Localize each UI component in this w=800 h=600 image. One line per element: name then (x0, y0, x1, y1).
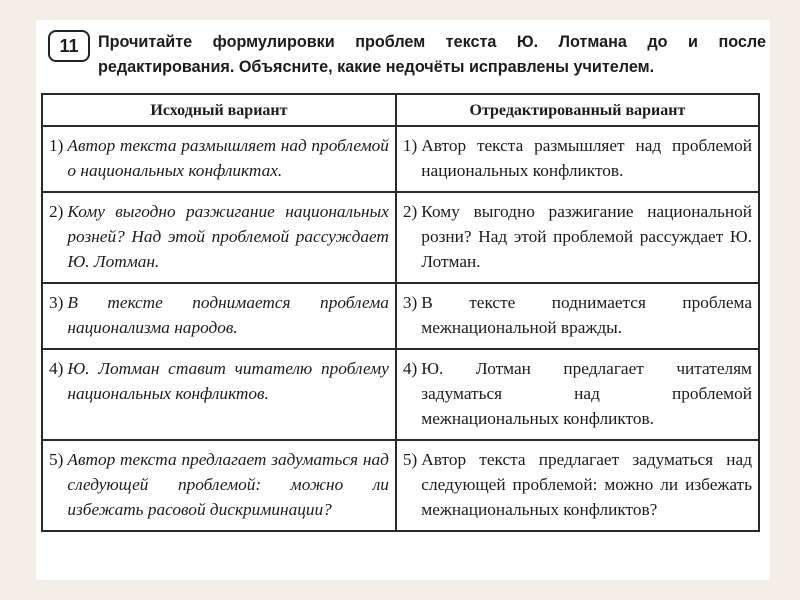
item-number: 4) (402, 359, 418, 378)
table-row (42, 349, 759, 440)
table-row (42, 283, 759, 349)
table-row (42, 192, 759, 283)
original-cell (42, 440, 396, 531)
original-text: Кому выгодно разжигание национальных розней? Над этой проблемой рассуждает Ю. Лотман. (67, 202, 389, 271)
table-header-row (42, 94, 759, 126)
edited-cell (396, 440, 759, 531)
edited-cell (396, 126, 759, 192)
original-text: Ю. Лотман ставит читателю проблему национальных конфликтов. (67, 359, 389, 403)
original-cell (42, 192, 396, 283)
header-original: Исходный вариант (42, 94, 396, 126)
table-row (42, 126, 759, 192)
original-text: Автор текста предлагает задуматься над следующей проблемой: можно ли избежать расовой дискриминации? (67, 450, 389, 519)
item-number: 3) (402, 293, 418, 312)
edited-text: Кому выгодно разжигание национальной розни? Над этой проблемой рассуждает Ю. Лотман. (421, 202, 752, 271)
edited-cell (396, 192, 759, 283)
item-number: 2) (402, 202, 418, 221)
original-cell (42, 126, 396, 192)
comparison-table (41, 93, 760, 532)
edited-cell (396, 349, 759, 440)
page (36, 20, 770, 580)
item-number: 5) (402, 450, 418, 469)
original-cell (42, 283, 396, 349)
edited-cell (396, 283, 759, 349)
task-number-badge: 11 (48, 30, 90, 62)
original-cell (42, 349, 396, 440)
edited-text: Автор текста размышляет над проблемой национальных конфликтов. (421, 136, 752, 180)
item-number: 2) (49, 202, 64, 221)
edited-text: Автор текста предлагает задуматься над следующей проблемой: можно ли избежать межнациональных конфликтов? (421, 450, 752, 519)
item-number: 4) (49, 359, 64, 378)
item-number: 1) (402, 136, 418, 155)
edited-text: В тексте поднимается проблема межнациональной вражды. (421, 293, 752, 337)
original-text: Автор текста размышляет над проблемой о национальных конфликтах. (67, 136, 389, 180)
table-row (42, 440, 759, 531)
item-number: 3) (49, 293, 64, 312)
edited-text: Ю. Лотман предлагает читателям задуматься над проблемой межнациональных конфликтов. (421, 359, 752, 428)
item-number: 5) (49, 450, 64, 469)
item-number: 1) (49, 136, 64, 155)
header-edited: Отредактированный вариант (396, 94, 759, 126)
task-instruction: Прочитайте формулировки проблем текста Ю. Лотмана до и после редактирования. Объясните, какие недочёты исправлены учителем. (98, 33, 766, 76)
original-text: В тексте поднимается проблема национализма народов. (67, 293, 389, 337)
